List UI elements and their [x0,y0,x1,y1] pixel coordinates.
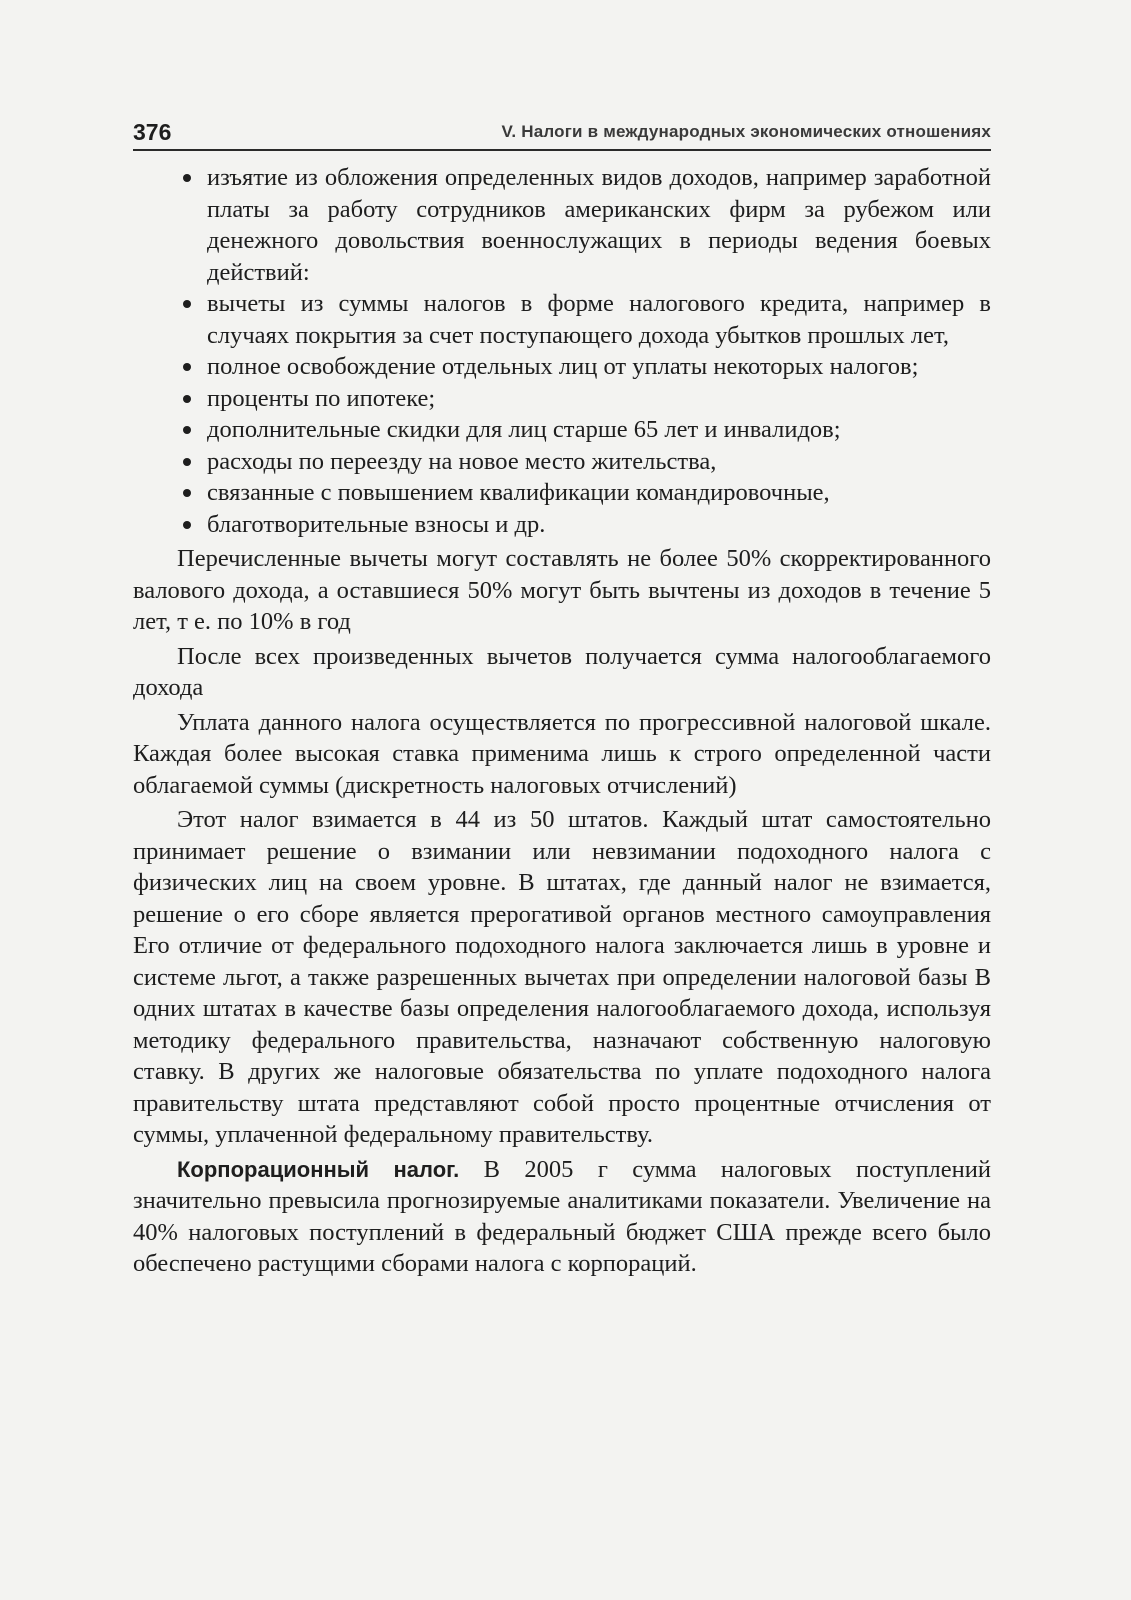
list-item-text: дополнительные скидки для лиц старше 65 лет и инвалидов; [207,416,841,443]
paragraph-taxable-income: После всех произведенных вычетов получается сумма налогооблагаемого дохода [133,642,991,701]
list-item [133,509,991,541]
bullet-icon [183,426,191,434]
bullet-icon [183,489,191,497]
term-corporate-tax: Корпорационный налог. [177,1156,460,1182]
bullet-icon [183,521,191,529]
list-item [133,162,991,288]
list-item-text: полное освобождение отдельных лиц от уплаты некоторых налогов; [207,353,919,380]
list-item [133,351,991,383]
list-item-text: вычеты из суммы налогов в форме налогового кредита, например в случаях покрытия за счет поступающего дохода убытков прошлых лет, [207,290,991,349]
bullet-icon [183,458,191,466]
running-title: V. Налоги в международных экономических отношениях [501,122,991,141]
list-item [133,383,991,415]
header-rule [133,149,991,151]
list-item [133,446,991,478]
paragraph-progressive-scale: Уплата данного налога осуществляется по прогрессивной налоговой шкале. Каждая более высокая ставка применима лишь к строго определенной части облагаемой суммы (дискретность налоговых отчислений) [133,708,991,799]
list-item-text: связанные с повышением квалификации командировочные, [207,479,830,506]
paragraph-corporate-tax [133,1154,991,1280]
paragraph-deductions-limit: Перечисленные вычеты могут составлять не более 50% скорректированного валового дохода, а оставшиеся 50% могут быть вычтены из доходов в течение 5 лет, т е. по 10% в год [133,545,991,635]
list-item [133,414,991,446]
list-item-text: благотворительные взносы и др. [207,510,546,538]
bullet-list [133,162,991,540]
bullet-icon [183,395,191,403]
list-item-text: изъятие из обложения определенных видов доходов, например заработной платы за работу сотрудников американских фирм за рубежом или денежного довольствия военнослужащих в периоды ведения боевых действий: [207,164,991,286]
bullet-icon [183,174,191,182]
list-item [133,477,991,509]
list-item-text: проценты по ипотеке; [207,384,436,412]
page-number: 376 [133,119,172,145]
page-header [133,112,991,146]
bullet-icon [183,363,191,371]
list-item-text: расходы по переезду на новое место жительства, [207,447,717,475]
paragraph-state-income-tax: Этот налог взимается в 44 из 50 штатов. Каждый штат самостоятельно принимает решение о взимании или невзимании подоходного налога с физических лиц на своем уровне. В штатах, где данный налог не взимается, решение о его сборе является прерогативой органов местного самоуправления Его отличие от федерального подоходного налога заключается лишь в уровне и системе льгот, а также разрешенных вычетах при определении налоговой базы В одних штатах в качестве базы определения налогооблагаемого дохода, используя методику федерального правительства, назначают собственную налоговую ставку. В других же налоговые обязательства по уплате подоходного налога правительству штата представляют собой просто процентные отчисления от суммы, уплаченной федеральному правительству. [133,806,991,1148]
list-item [133,288,991,351]
paragraph-corporate-tax-text: В 2005 г сумма налоговых поступлений значительно превысила прогнозируемые аналитиками показатели. Увеличение на 40% налоговых поступлений в федеральный бюджет США прежде всего было обеспечено растущими сборами налога с корпораций. [133,1155,991,1277]
page-body [133,162,991,1280]
bullet-icon [183,300,191,308]
